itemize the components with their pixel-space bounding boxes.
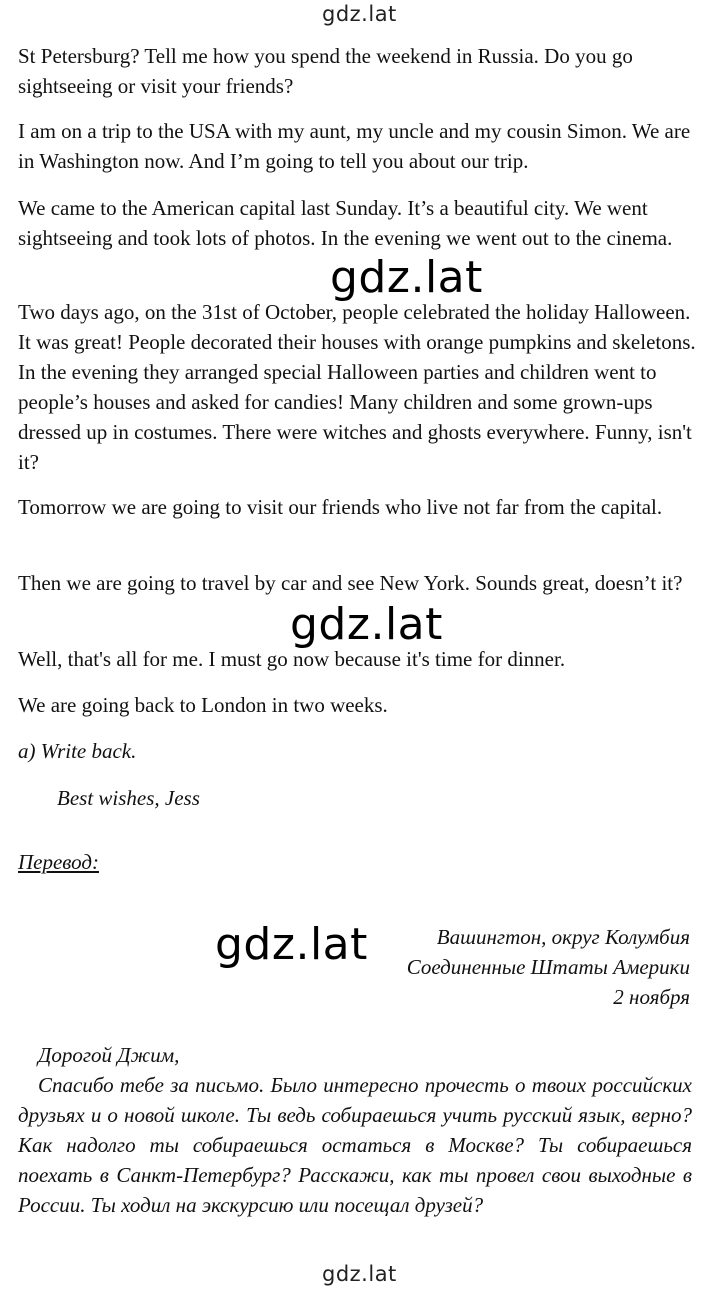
- watermark-top: gdz.lat: [322, 2, 397, 26]
- watermark-2: gdz.lat: [290, 599, 443, 650]
- letter-paragraph-7: Well, that's all for me. I must go now because it's time for dinner.: [18, 647, 566, 671]
- date: 2 ноября: [613, 985, 690, 1009]
- translation-heading: Перевод:: [18, 850, 99, 874]
- letter-paragraph-4: Two days ago, on the 31st of October, people celebrated the holiday Halloween. It was great! People decorated their houses with orange pumpkins and skeletons. In the evening they arranged special Halloween parties and children went to people’s houses and asked for candies! Many children and some grown-ups dressed up in costumes. There were witches and ghosts everywhere. Funny, isn't it?: [18, 300, 696, 474]
- watermark-bottom: gdz.lat: [322, 1262, 397, 1286]
- greeting: Дорогой Джим,: [38, 1043, 180, 1067]
- letter-paragraph-5: Tomorrow we are going to visit our friends who live not far from the capital.: [18, 495, 663, 519]
- letter-paragraph-3: We came to the American capital last Sunday. It’s a beautiful city. We went sightseeing and took lots of photos. In the evening we went out to the cinema.: [18, 196, 673, 250]
- letter-paragraph-1: St Petersburg? Tell me how you spend the weekend in Russia. Do you go sightseeing or visit your friends?: [18, 44, 633, 98]
- translation-body: Спасибо тебе за письмо. Было интересно прочесть о твоих российских друзьях и о новой школе. Ты ведь собираешься учить русский язык, верно? Как надолго ты собираешься остаться в Москве? Ты собираешься поехать в Санкт-Петербург? Расскажи, как ты провел свои выходные в России. Ты ходил на экскурсию или посещал друзей?: [18, 1073, 692, 1217]
- letter-paragraph-2: I am on a trip to the USA with my aunt, my uncle and my cousin Simon. We are in Washington now. And I’m going to tell you about our trip.: [18, 119, 691, 173]
- address-line-2: Соединенные Штаты Америки: [406, 955, 690, 979]
- task-label: a) Write back.: [18, 739, 137, 763]
- letter-paragraph-8: We are going back to London in two weeks.: [18, 693, 388, 717]
- address-line-1: Вашингтон, округ Колумбия: [436, 925, 690, 949]
- watermark-3: gdz.lat: [215, 919, 368, 970]
- letter-paragraph-6: Then we are going to travel by car and see New York. Sounds great, doesn’t it?: [18, 571, 683, 595]
- watermark-1: gdz.lat: [330, 252, 483, 303]
- signoff: Best wishes, Jess: [57, 786, 200, 810]
